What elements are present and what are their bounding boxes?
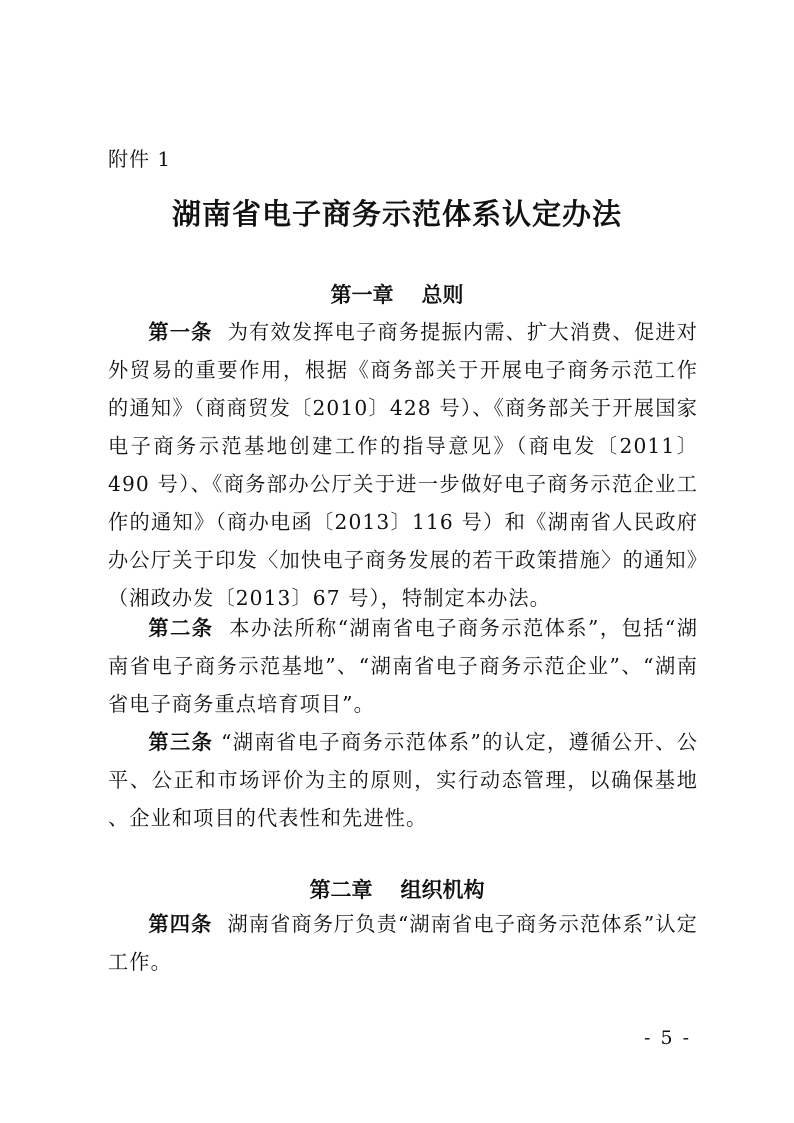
chapter-name: 总则 <box>421 283 464 307</box>
chapter-heading-2 <box>0 874 794 904</box>
article-number: 第一条 <box>148 320 213 344</box>
chapter-heading-1 <box>0 279 794 309</box>
chapter-label: 第一章 <box>330 283 394 307</box>
article-paragraph-4 <box>108 905 698 981</box>
document-title: 湖南省电子商务示范体系认定办法 <box>171 197 622 231</box>
article-text: “湖南省电子商务示范体系”的认定，遵循公开、公平、公正和市场评价为主的原则，实行动态管理，以确保基地 、企业和项目的代表性和先进性。 <box>108 730 698 830</box>
chapter-name: 组织机构 <box>400 878 485 902</box>
article-text: 为有效发挥电子商务提振内需、扩大消费、促进对外贸易的重要作用，根据《商务部关于开展电子商务示范工作的通知》（商商贸发〔2010〕428 号）、《商务部关于开展国家电子商务示范基地创建工作的指导意见》（商电发〔2011〕490 号）、《商务部办公厅关于进一步做好电子商务示范企业工作的通知》（商办电函〔2013〕116 号）和《湖南省人民政府办公厅关于印发〈加快电子商务发展的若干政策措施〉的通知》（湘政办发〔2013〕67 号），特制定本办法。 <box>108 320 698 610</box>
article-number: 第四条 <box>148 912 213 936</box>
article-number: 第三条 <box>148 730 214 754</box>
article-number: 第二条 <box>148 616 214 640</box>
article-paragraph-3 <box>108 723 698 837</box>
page-number: - 5 - <box>644 1027 692 1049</box>
article-paragraph-2 <box>108 609 698 723</box>
article-text: 本办法所称“湖南省电子商务示范体系”，包括“湖南省电子商务示范基地”、“湖南省电子商务示范企业”、“湖南省电子商务重点培育项目”。 <box>108 616 698 716</box>
article-paragraph-1 <box>108 313 698 617</box>
article-text: 湖南省商务厅负责“湖南省电子商务示范体系”认定工作。 <box>108 912 698 974</box>
chapter-label: 第二章 <box>309 878 373 902</box>
attachment-label: 附件 1 <box>108 147 172 171</box>
